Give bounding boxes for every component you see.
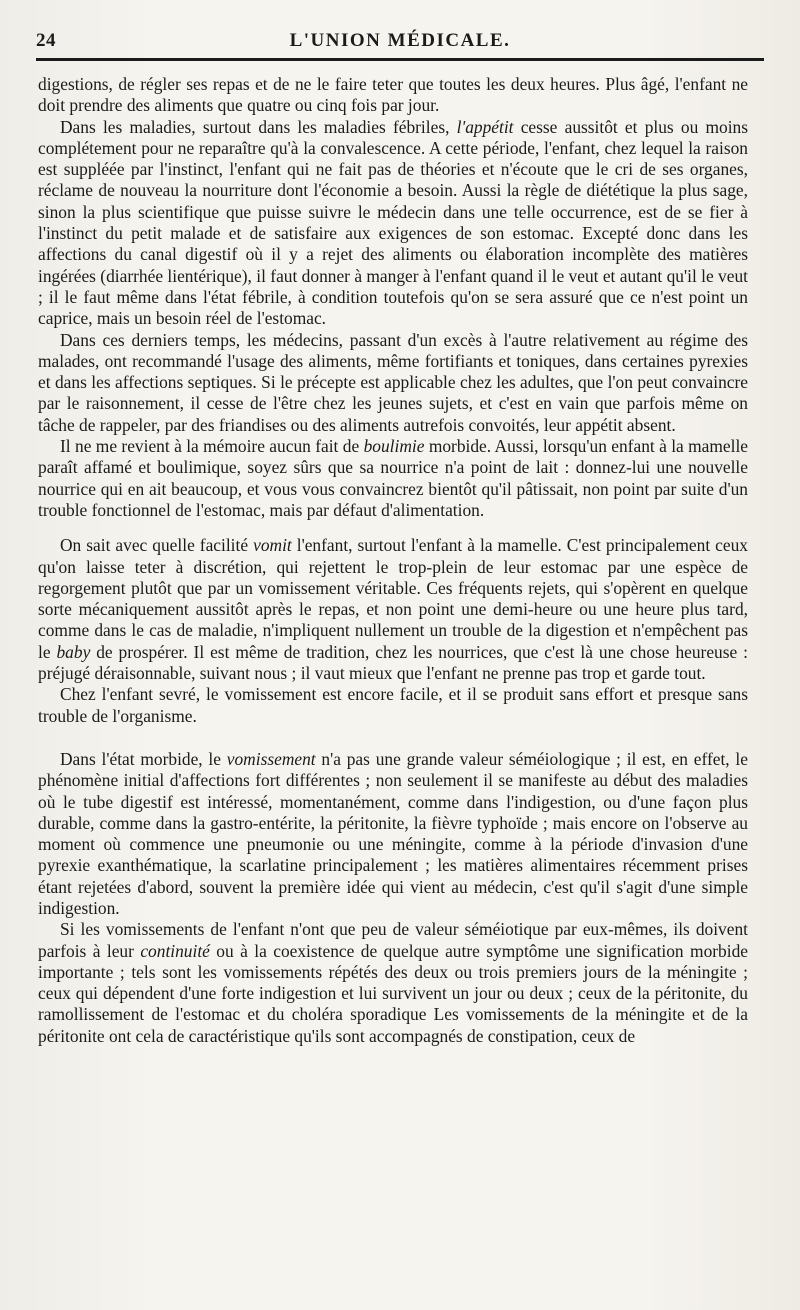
italic-term: vomit <box>253 535 292 556</box>
text-run: de prospérer. Il est même de tradition, chez les nourrices, que c'est là une chose heureuse : préjugé déraisonnable, suivant nous ; il vaut mieux que l'enfant ne prenne pas trop et garde tout. <box>38 641 748 684</box>
paragraph <box>38 535 748 684</box>
article-body <box>38 74 748 1047</box>
text-run: l'enfant, surtout l'enfant à la mamelle. C'est principalement ceux qu'on laisse teter à discrétion, qui rejettent le trop-plein de leur estomac par une espèce de regorgement plutôt que par un vomissement véritable. Ces fréquents rejets, qui s'opèrent en quelque sorte mécaniquement aussitôt après le repas, et non point une demi-heure ou une heure plus tard, comme dans le cas de maladie, n'impliquent nullement un trouble de la digestion et n'empêchent pas le <box>38 535 748 662</box>
paragraph <box>38 919 748 1047</box>
paragraph <box>38 436 748 521</box>
text-run: Si les vomissements de l'enfant n'ont que peu de valeur séméiotique par eux-mêmes, ils doivent parfois à leur <box>38 919 748 961</box>
text-run: Dans l'état morbide, le <box>60 748 227 769</box>
text-run: morbide. Aussi, lorsqu'un enfant à la mamelle paraît affamé et boulimique, soyez sûrs que sa nourrice n'a point de lait : donnez-lui une nouvelle nourrice qui en ait beaucoup, et vous vous convaincrez bientôt qu'il pâtissait, non point par suite d'un trouble fonctionnel de l'estomac, mais par défaut d'alimentation. <box>38 436 749 520</box>
text-run: n'a pas une grande valeur séméiologique ; il est, en effet, le phénomène initial d'affections fort différentes ; non seulement il se manifeste au début des maladies où le tube digestif est intéressé, momentanément, comme dans l'indigestion, ou d'une façon plus durable, comme dans la gastro-entérite, la péritonite, la fièvre typhoïde ; mais encore on l'observe au moment où commence une pneumonie ou une méningite, comme à la période d'invasion d'une pyrexie exanthématique, la scarlatine principalement ; les matières alimentaires récemment prises étant rejetées d'abord, souvent la première idée qui vient au médecin, c'est qu'il s'agit d'une simple indigestion. <box>38 748 748 918</box>
paragraph <box>38 330 748 436</box>
italic-term: boulimie <box>363 436 425 457</box>
text-run: Chez l'enfant sevré, le vomissement est encore facile, et il se produit sans effort et presque sans trouble de l'organisme. <box>38 684 748 726</box>
paragraph <box>38 684 748 727</box>
text-run: cesse aussitôt et plus ou moins complétement pour ne reparaître qu'à la convalescence. A cette période, l'enfant, chez lequel la raison est suppléée par l'instinct, l'enfant qui ne fait pas de théories et n'écoute que le cri de ses organes, réclame de nouveau la nourriture dont l'économie a besoin. Aussi la règle de diététique la plus sage, sinon la plus scientifique que puisse suivre le médecin dans une telle occurrence, est de se fier à l'instinct du petit malade et de satisfaire aux exigences de son estomac. Excepté donc dans les affections du canal digestif où il y a rejet des aliments ou élaboration incomplète des matières ingérées (diarrhée lientérique), il faut donner à manger à l'enfant quand il le veut et autant qu'il le veut ; il le faut même dans l'état fébrile, à condition toutefois qu'on se sera assuré que ce n'est point un caprice, mais un besoin réel de l'estomac. <box>38 116 748 329</box>
italic-term: baby <box>56 641 91 662</box>
italic-term: vomissement <box>226 748 316 769</box>
text-run: ou à la coexistence de quelque autre symptôme une signification morbide importante ; tels sont les vomissements répétés des deux ou trois premiers jours de la méningite ; ceux qui dépendent d'une forte indigestion et lui survivent un jour ou deux ; ceux de la péritonite, du ramollissement de l'estomac et du choléra sporadique Les vomissements de la méningite et de la péritonite ont cela de caractéristique qu'ils sont accompagnés de constipation, ceux de <box>38 940 748 1046</box>
page-header <box>36 28 764 56</box>
text-run: Il ne me revient à la mémoire aucun fait de <box>60 436 364 457</box>
italic-term: continuité <box>140 940 210 961</box>
text-run: Dans ces derniers temps, les médecins, passant d'un excès à l'autre relativement au régime des malades, ont recommandé l'usage des aliments, même fortifiants et toniques, dans certaines pyrexies et dans les affections septiques. Si le précepte est applicable chez les adultes, que l'on peut convaincre par le raisonnement, il cesse de l'être chez les jeunes sujets, et c'est en vain que parfois même on tâche de rappeler, par des friandises ou des aliments autrefois convoités, leur appétit absent. <box>38 329 748 435</box>
running-title: L'UNION MÉDICALE. <box>289 30 511 51</box>
page-number: 24 <box>36 30 56 51</box>
text-run: digestions, de régler ses repas et de ne le faire teter que toutes les deux heures. Plus âgé, l'enfant ne doit prendre des aliments que quatre ou cinq fois par jour. <box>38 74 748 116</box>
text-run: On sait avec quelle facilité <box>60 535 254 556</box>
italic-term: l'appétit <box>456 116 514 137</box>
header-rule <box>36 58 764 61</box>
paragraph <box>38 117 748 330</box>
paragraph <box>38 74 748 117</box>
text-run: Dans les maladies, surtout dans les maladies fébriles, <box>60 116 457 137</box>
paragraph <box>38 749 748 919</box>
